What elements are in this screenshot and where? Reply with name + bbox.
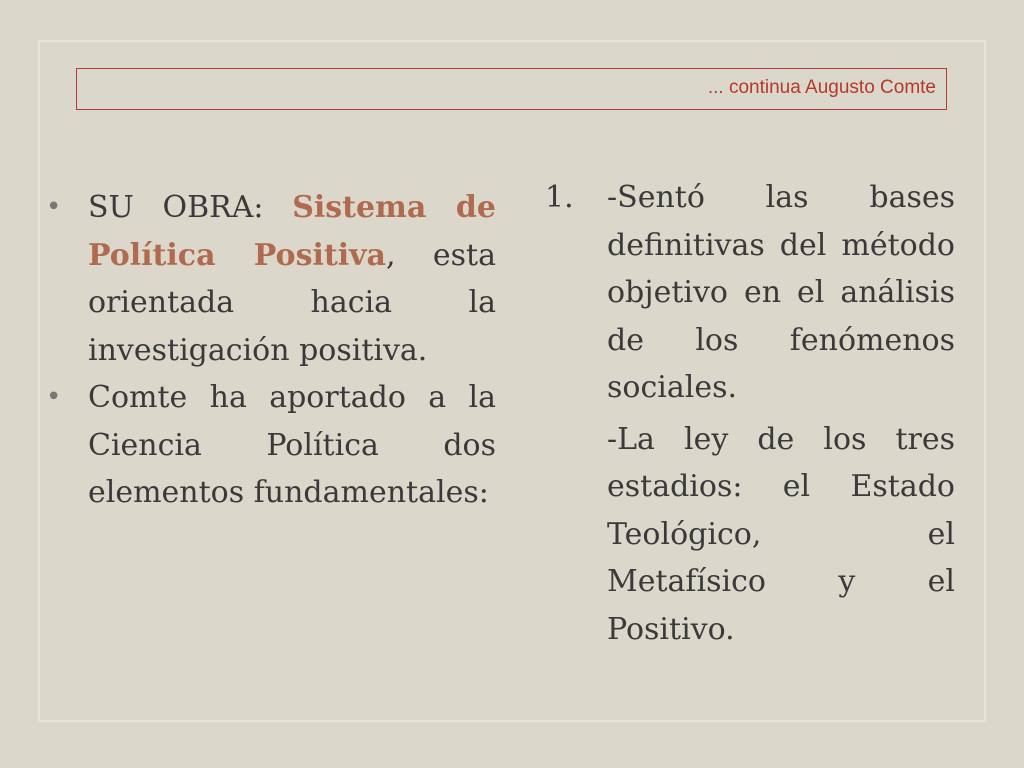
numbered-item-1	[545, 174, 955, 412]
aportes-text: Comte ha aportado a la Ciencia Política dos elementos fundamentales:	[88, 380, 496, 510]
bullet-icon: •	[46, 192, 62, 222]
obra-suffix: , esta orientada hacia la investigación positiva.	[88, 237, 496, 368]
right-column	[545, 174, 955, 653]
bullet-item-obra	[46, 184, 496, 374]
obra-prefix: SU OBRA:	[88, 190, 293, 225]
obra-title-highlight: Sistema de Política Positiva	[88, 190, 496, 273]
numbered-item-label: 1.	[545, 180, 574, 215]
numbered-item-continuation: -La ley de los tres estadios: el Estado Teológico, el Metafísico y el Positivo.	[607, 421, 955, 647]
left-column	[46, 184, 496, 517]
slide-title: ... continua Augusto Comte	[707, 77, 936, 98]
bullet-item-aportes	[46, 374, 496, 517]
numbered-item-text: -Sentó las bases definitivas del método objetivo en el análisis de los fenómenos sociales.	[607, 180, 955, 405]
bullet-icon: •	[46, 382, 62, 412]
title-box	[76, 68, 947, 110]
